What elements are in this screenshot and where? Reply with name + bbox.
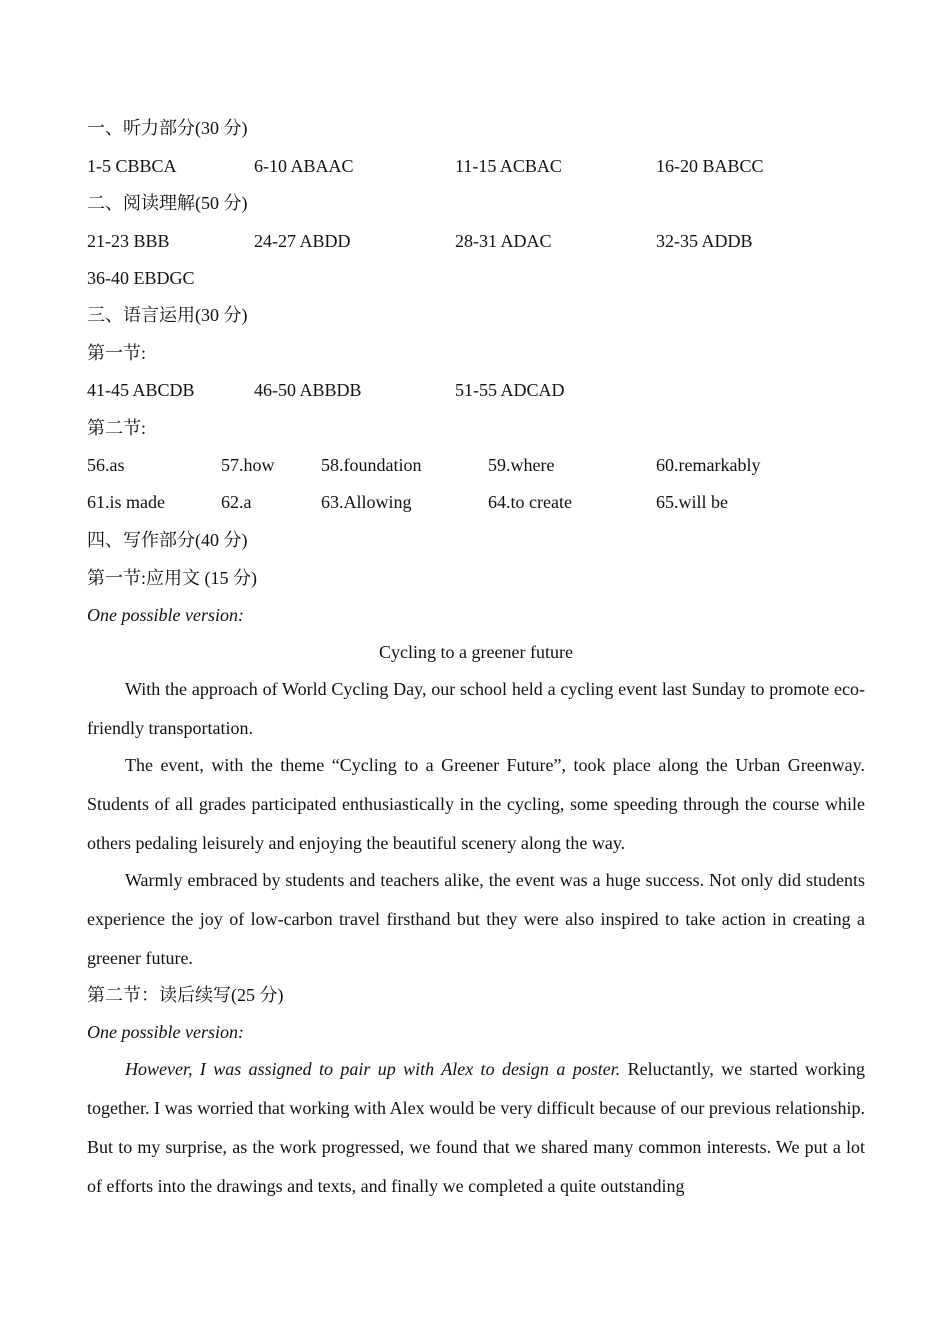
essay-paragraph xyxy=(87,746,865,863)
essay-title: Cycling to a greener future xyxy=(379,642,573,662)
paragraph-text: Warmly embraced by students and teachers alike, the event was a huge success. Not only did students experience the joy of low-carbon travel firsthand but they were also inspired to take action in creating a greener future. xyxy=(87,870,865,968)
answer-group: 16-20 BABCC xyxy=(656,156,764,176)
fill-answer: 59.where xyxy=(488,455,555,475)
paragraph-text: The event, with the theme “Cycling to a Greener Future”, took place along the Urban Greenway. Students of all grades participated enthusiastically in the cycling, some speeding through the course while others pedaling leisurely and enjoying the beautiful scenery along the way. xyxy=(87,755,865,853)
answer-group: 51-55 ADCAD xyxy=(455,380,565,400)
paragraph-text: Reluctantly, we started working together. I was worried that working with Alex would be very difficult because of our previous relationship. But to my surprise, as the work progressed, we found that we shared many common interests. We put a lot of efforts into the drawings and texts, and finally we completed a quite outstanding xyxy=(87,1059,865,1196)
answer-group: 1-5 CBBCA xyxy=(87,156,177,176)
writing-heading: 四、写作部分(40 分) xyxy=(87,530,248,550)
answer-group: 28-31 ADAC xyxy=(455,231,552,251)
fill-answer: 57.how xyxy=(221,455,275,475)
answer-group: 32-35 ADDB xyxy=(656,231,753,251)
answer-group: 46-50 ABBDB xyxy=(254,380,362,400)
answer-group: 36-40 EBDGC xyxy=(87,268,195,288)
fill-answer: 63.Allowing xyxy=(321,492,412,512)
language-part1-label: 第一节: xyxy=(87,343,147,363)
essay-paragraph xyxy=(87,670,865,748)
answer-group: 21-23 BBB xyxy=(87,231,170,251)
language-heading: 三、语言运用(30 分) xyxy=(87,305,248,325)
reading-heading: 二、阅读理解(50 分) xyxy=(87,193,248,213)
listening-heading: 一、听力部分(30 分) xyxy=(87,118,248,138)
fill-answer: 61.is made xyxy=(87,492,165,512)
language-part2-label: 第二节: xyxy=(87,418,147,438)
answer-group: 6-10 ABAAC xyxy=(254,156,354,176)
answer-group: 41-45 ABCDB xyxy=(87,380,195,400)
continuation-paragraph xyxy=(87,1050,865,1206)
fill-answer: 60.remarkably xyxy=(656,455,761,475)
answer-group: 11-15 ACBAC xyxy=(455,156,562,176)
fill-answer: 56.as xyxy=(87,455,125,475)
version-label: One possible version: xyxy=(87,1022,244,1042)
answer-group: 24-27 ABDD xyxy=(254,231,351,251)
fill-answer: 62.a xyxy=(221,492,252,512)
writing-part1-label: 第一节:应用文 (15 分) xyxy=(87,568,257,588)
fill-answer: 65.will be xyxy=(656,492,728,512)
writing-part2-label: 第二节：读后续写(25 分) xyxy=(87,985,284,1005)
paragraph-text: With the approach of World Cycling Day, our school held a cycling event last Sunday to promote eco-friendly transportation. xyxy=(87,679,865,738)
version-label: One possible version: xyxy=(87,605,244,625)
fill-answer: 64.to create xyxy=(488,492,572,512)
essay-paragraph xyxy=(87,861,865,978)
fill-answer: 58.foundation xyxy=(321,455,422,475)
given-opening-sentence: However, I was assigned to pair up with Alex to design a poster. xyxy=(125,1059,621,1079)
